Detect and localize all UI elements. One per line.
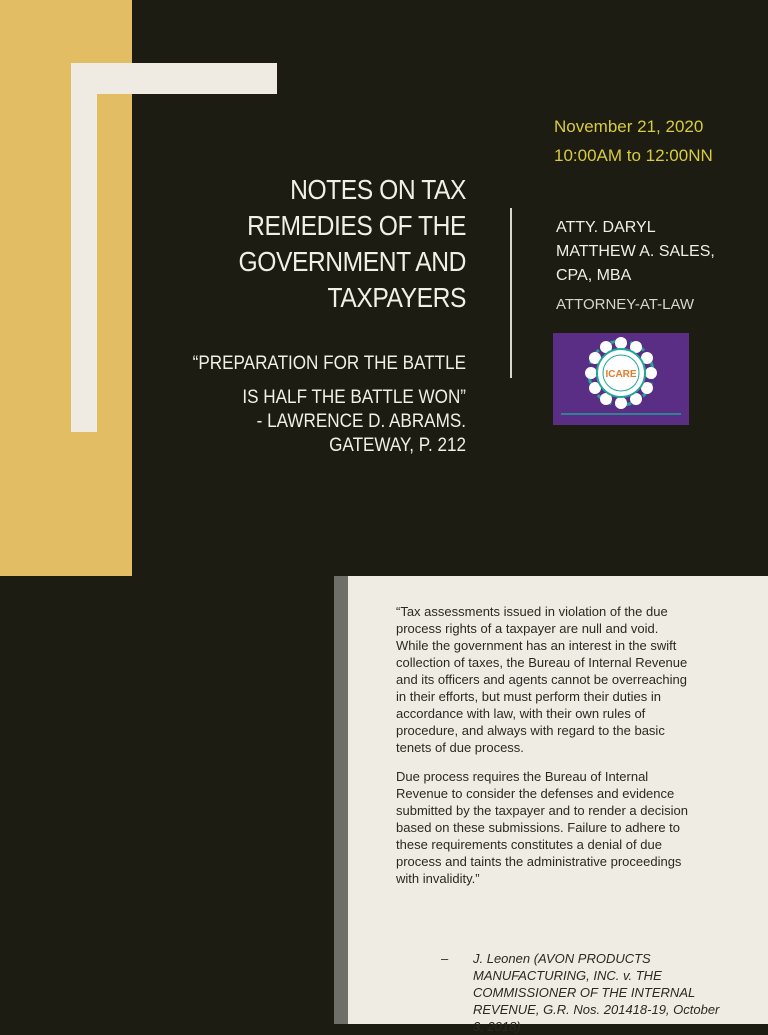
bracket-frame-top bbox=[71, 63, 277, 94]
epigraph-quote bbox=[142, 352, 466, 458]
logo-emblem-icon bbox=[553, 333, 689, 425]
vertical-divider bbox=[510, 208, 512, 378]
presenter-line-2: MATTHEW A. SALES, bbox=[556, 243, 715, 260]
organization-logo bbox=[553, 333, 689, 425]
quote-line-1: “PREPARATION FOR THE BATTLE bbox=[192, 353, 466, 374]
legal-quote bbox=[396, 603, 688, 899]
presenter-line-3: CPA, MBA bbox=[556, 267, 632, 284]
presenter-name bbox=[556, 216, 715, 288]
legal-quote-paragraph-1: “Tax assessments issued in violation of the due process rights of a taxpayer are null and void. While the government has an interest in the swift collection of taxes, the Bureau of Internal Revenue and its officers and agents cannot be overreaching in their efforts, but must perform their duties in accordance with law, with their own rules of procedure, and always with regard to the basic tenets of due process. bbox=[396, 604, 688, 755]
logo-text: ICARE bbox=[605, 369, 637, 380]
case-citation bbox=[441, 950, 731, 1035]
event-time: 10:00AM to 12:00NN bbox=[554, 146, 713, 165]
bracket-frame-left bbox=[71, 63, 97, 432]
quote-source: GATEWAY, P. 212 bbox=[329, 435, 466, 456]
slide-title: NOTES ON TAX REMEDIES OF THE GOVERNMENT AND TAXPAYERS bbox=[238, 174, 466, 313]
event-date: November 21, 2020 bbox=[554, 117, 704, 136]
quote-line-2: IS HALF THE BATTLE WON” bbox=[242, 387, 466, 408]
citation-text: J. Leonen (AVON PRODUCTS MANUFACTURING, INC. v. THE COMMISSIONER OF THE INTERNAL REVENUE, G.R. Nos. 201418-19, October 3, 2018) bbox=[473, 951, 720, 1034]
event-datetime bbox=[554, 112, 713, 170]
quote-author: - LAWRENCE D. ABRAMS. bbox=[256, 411, 466, 432]
citation-dash: – bbox=[441, 951, 449, 966]
legal-quote-paragraph-2: Due process requires the Bureau of Internal Revenue to consider the defenses and evidence submitted by the taxpayer and to render a decision based on these submissions. Failure to adhere to these requirements constitutes a denial of due process and taints the administrative proceedings with invalidity.” bbox=[396, 769, 688, 886]
quote-panel-accent-bar bbox=[334, 576, 348, 1024]
presenter-role: ATTORNEY-AT-LAW bbox=[556, 296, 695, 313]
presenter-line-1: ATTY. DARYL bbox=[556, 219, 656, 236]
